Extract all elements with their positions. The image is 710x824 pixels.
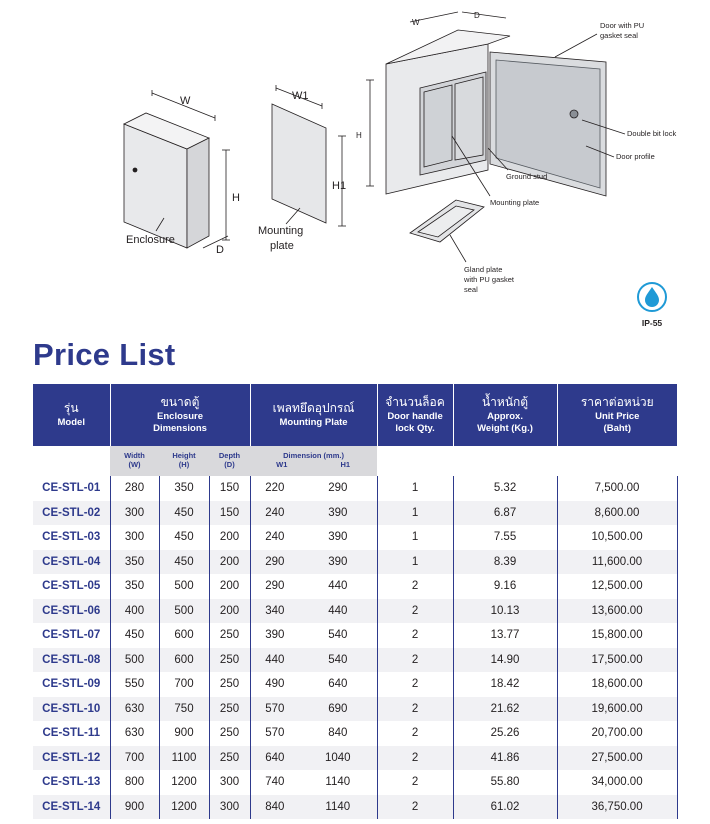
subheader-empty xyxy=(33,446,110,476)
cell-w: 300 xyxy=(110,525,159,550)
cell-model: CE-STL-02 xyxy=(33,501,110,526)
page-title: Price List xyxy=(33,337,176,372)
cell-d: 300 xyxy=(209,770,250,795)
subheader-height: Height (H) xyxy=(159,446,209,476)
cell-d: 200 xyxy=(209,525,250,550)
mounting-plate-shape xyxy=(272,104,326,223)
double-bit-lock-label: Double bit lock xyxy=(627,129,677,138)
table-row xyxy=(33,599,677,624)
cell-w1: 240 xyxy=(250,525,299,550)
table-row xyxy=(33,550,677,575)
cell-model: CE-STL-11 xyxy=(42,727,100,740)
cell-w: 700 xyxy=(110,746,159,771)
cell-price: 27,500.00 xyxy=(557,746,677,771)
ground-stud-label: Ground stud xyxy=(506,172,548,181)
cell-d: 250 xyxy=(209,697,250,722)
mounting-plate-callout: Mounting plate xyxy=(490,198,540,207)
cell-h1: 440 xyxy=(299,599,377,624)
table-row xyxy=(33,476,677,501)
enclosure-label: Enclosure xyxy=(126,234,175,246)
cell-price: 7,500.00 xyxy=(557,476,677,501)
cell-weight: 9.16 xyxy=(453,574,557,599)
header-lock: จำนวนล็อค Door handle lock Qty. xyxy=(377,384,453,446)
cell-weight: 7.55 xyxy=(453,525,557,550)
cell-model: CE-STL-10 xyxy=(33,697,110,722)
cell-h: 600 xyxy=(159,648,209,673)
table-row xyxy=(33,697,677,722)
product-diagrams xyxy=(0,0,710,340)
cell-price: 17,500.00 xyxy=(557,648,677,673)
cell-d: 250 xyxy=(209,746,250,771)
cell-weight: 13.77 xyxy=(453,623,557,648)
cell-model: CE-STL-09 xyxy=(42,678,101,691)
header-price: ราคาต่อหน่วย Unit Price (Baht) xyxy=(557,384,677,446)
cell-price: 36,750.00 xyxy=(557,795,677,820)
cell-h1: 440 xyxy=(328,580,348,593)
cell-w: 800 xyxy=(110,770,159,795)
plate-w1-label: W1 xyxy=(292,90,309,102)
cell-lock: 2 xyxy=(377,721,453,746)
cell-model: CE-STL-07 xyxy=(42,629,101,642)
cell-h: 1200 xyxy=(159,795,209,820)
cell-h1: 1140 xyxy=(325,776,351,789)
cell-h1: 390 xyxy=(299,501,377,526)
enclosure-side xyxy=(187,138,209,248)
cell-h1: 390 xyxy=(299,550,377,575)
cell-h: 900 xyxy=(159,721,209,746)
cell-lock: 1 xyxy=(377,501,453,526)
table-row xyxy=(33,501,677,526)
cell-price: 13,600.00 xyxy=(557,599,677,624)
cell-w1: 290 xyxy=(250,550,299,575)
cell-h1: 540 xyxy=(299,648,377,673)
cell-h: 750 xyxy=(159,697,209,722)
cell-price: 15,800.00 xyxy=(557,623,677,648)
enclosure-h-label: H xyxy=(232,192,240,204)
cell-w1: 490 xyxy=(250,672,299,697)
cell-weight: 6.87 xyxy=(453,501,557,526)
cell-model: CE-STL-03 xyxy=(42,531,101,544)
subheader-h1: H1 xyxy=(340,460,351,469)
subheader-empty xyxy=(377,446,453,476)
cell-d: 200 xyxy=(209,574,250,599)
cell-d: 200 xyxy=(209,550,250,575)
cell-w: 400 xyxy=(110,599,159,624)
cell-price: 19,600.00 xyxy=(557,697,677,722)
table-row xyxy=(33,770,677,795)
plate-h1-label: H1 xyxy=(332,180,347,192)
cell-weight: 5.32 xyxy=(453,476,557,501)
table-row xyxy=(33,525,677,550)
subheader-width: Width (W) xyxy=(110,446,159,476)
cell-w: 630 xyxy=(110,697,159,722)
header-weight: น้ำหนักตู้ Approx. Weight (Kg.) xyxy=(453,384,557,446)
cell-lock: 1 xyxy=(377,550,453,575)
cell-price: 20,700.00 xyxy=(557,721,677,746)
cell-h1: 540 xyxy=(328,629,348,642)
table-row xyxy=(33,795,677,820)
cell-h: 700 xyxy=(159,672,209,697)
ip-rating-label: IP-55 xyxy=(641,318,663,328)
cell-h1: 640 xyxy=(328,678,348,691)
cell-lock: 2 xyxy=(377,648,453,673)
cell-h: 500 xyxy=(159,599,209,624)
cell-w1: 840 xyxy=(250,795,299,820)
cell-weight: 25.26 xyxy=(453,721,557,746)
table-row xyxy=(33,721,677,746)
header-plate: เพลทยึดอุปกรณ์ Mounting Plate xyxy=(250,384,377,446)
subheader-w1: W1 xyxy=(276,460,288,469)
cell-lock: 1 xyxy=(377,476,453,501)
cell-w: 350 xyxy=(110,574,159,599)
cell-w1: 570 xyxy=(250,697,299,722)
table-row xyxy=(33,574,677,599)
cell-price: 10,500.00 xyxy=(557,525,677,550)
cell-lock: 2 xyxy=(377,623,453,648)
cell-lock: 2 xyxy=(377,697,453,722)
cell-model: CE-STL-06 xyxy=(33,599,110,624)
water-drop-icon xyxy=(634,282,670,312)
table-row xyxy=(33,648,677,673)
cell-model: CE-STL-01 xyxy=(42,482,101,495)
cell-w: 450 xyxy=(110,623,159,648)
cell-model: CE-STL-08 xyxy=(33,648,110,673)
cell-price: 8,600.00 xyxy=(557,501,677,526)
cell-lock: 2 xyxy=(377,574,453,599)
cell-h: 450 xyxy=(159,501,209,526)
cell-lock: 2 xyxy=(377,770,453,795)
header-model: รุ่น Model xyxy=(33,384,110,446)
cell-h1: 1040 xyxy=(299,746,377,771)
cell-weight: 18.42 xyxy=(453,672,557,697)
subheader-empty xyxy=(557,446,677,476)
subheader-empty xyxy=(453,446,557,476)
door-profile-label: Door profile xyxy=(616,152,655,161)
cell-weight: 14.90 xyxy=(453,648,557,673)
price-table-body xyxy=(33,476,677,819)
ip-rating-badge xyxy=(634,282,670,328)
subheader-dimension: Dimension (mm.) W1 H1 xyxy=(250,446,377,476)
plate-label-2: plate xyxy=(270,240,294,252)
cell-d: 200 xyxy=(209,599,250,624)
cell-h: 1200 xyxy=(159,770,209,795)
cell-w: 280 xyxy=(110,476,159,501)
door-seal-label-2: gasket seal xyxy=(600,31,638,40)
cell-h: 450 xyxy=(159,550,209,575)
cell-w1: 340 xyxy=(250,599,299,624)
cell-w1: 440 xyxy=(250,648,299,673)
cell-w1: 290 xyxy=(250,574,299,599)
cell-w: 300 xyxy=(110,501,159,526)
cell-weight: 61.02 xyxy=(453,795,557,820)
table-row xyxy=(33,746,677,771)
cell-w: 350 xyxy=(110,550,159,575)
cell-d: 150 xyxy=(209,501,250,526)
cell-weight: 55.80 xyxy=(453,770,557,795)
cell-w1: 640 xyxy=(250,746,299,771)
cell-w: 500 xyxy=(110,648,159,673)
enclosure-w-label: W xyxy=(180,95,191,107)
cell-weight: 8.39 xyxy=(453,550,557,575)
cell-w: 630 xyxy=(110,721,159,746)
header-enclosure: ขนาดตู้ Enclosure Dimensions xyxy=(110,384,250,446)
cell-h: 350 xyxy=(159,476,209,501)
cell-lock: 2 xyxy=(377,746,453,771)
cell-lock: 2 xyxy=(377,599,453,624)
cabinet-d-label: D xyxy=(474,11,480,20)
cell-d: 250 xyxy=(209,721,250,746)
cell-h1: 690 xyxy=(299,697,377,722)
cell-weight: 41.86 xyxy=(453,746,557,771)
cell-w: 900 xyxy=(110,795,159,820)
cell-price: 34,000.00 xyxy=(557,770,677,795)
diagram-drawing xyxy=(0,0,710,340)
subheader-depth: Depth (D) xyxy=(209,446,250,476)
cell-w1: 570 xyxy=(250,721,299,746)
cell-h: 1100 xyxy=(159,746,209,771)
gland-label-1: Gland plate xyxy=(464,265,503,274)
cell-h1: 840 xyxy=(328,727,348,740)
cell-h: 600 xyxy=(159,623,209,648)
cell-model: CE-STL-12 xyxy=(33,746,110,771)
cell-h: 500 xyxy=(159,574,209,599)
cell-model: CE-STL-05 xyxy=(42,580,101,593)
cell-d: 300 xyxy=(209,795,250,820)
cell-w1: 220 xyxy=(250,476,299,501)
gland-label-3: seal xyxy=(464,285,478,294)
cell-price: 18,600.00 xyxy=(557,672,677,697)
enclosure-d-label: D xyxy=(216,244,224,256)
cabinet-w-label: W xyxy=(412,18,420,27)
cell-d: 250 xyxy=(209,623,250,648)
cell-lock: 2 xyxy=(377,672,453,697)
table-row xyxy=(33,672,677,697)
door-seal-label-1: Door with PU xyxy=(600,21,645,30)
gland-label-2: with PU gasket xyxy=(464,275,515,284)
cell-lock: 2 xyxy=(377,795,453,820)
cell-d: 150 xyxy=(209,476,250,501)
cell-d: 250 xyxy=(209,648,250,673)
table-row xyxy=(33,623,677,648)
cabinet-h-label: H xyxy=(356,131,362,140)
cell-price: 12,500.00 xyxy=(557,574,677,599)
cell-weight: 10.13 xyxy=(453,599,557,624)
price-table xyxy=(33,384,678,819)
cell-w1: 240 xyxy=(250,501,299,526)
cell-h: 450 xyxy=(159,525,209,550)
cell-d: 250 xyxy=(209,672,250,697)
plate-label-1: Mounting xyxy=(258,225,304,237)
cell-price: 11,600.00 xyxy=(557,550,677,575)
cell-model: CE-STL-13 xyxy=(42,776,101,789)
cell-h1: 390 xyxy=(328,531,348,544)
cell-w1: 390 xyxy=(250,623,299,648)
cell-lock: 1 xyxy=(377,525,453,550)
cell-w1: 740 xyxy=(250,770,299,795)
cell-model: CE-STL-14 xyxy=(33,795,110,820)
cell-model: CE-STL-04 xyxy=(33,550,110,575)
cell-w: 550 xyxy=(110,672,159,697)
cell-h1: 290 xyxy=(328,482,348,495)
cell-weight: 21.62 xyxy=(453,697,557,722)
cell-h1: 1140 xyxy=(299,795,377,820)
